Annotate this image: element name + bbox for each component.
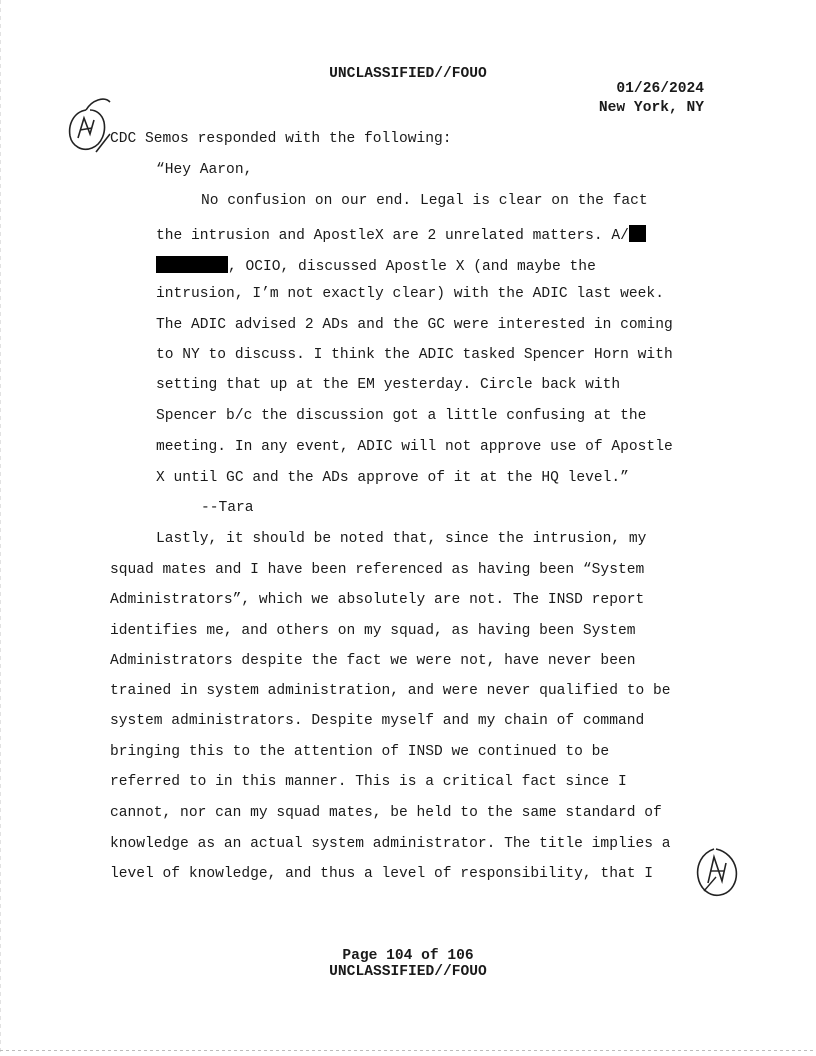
footer-classification: UNCLASSIFIED//FOUO (329, 964, 487, 980)
quote-line: Spencer b/c the discussion got a little confusing at the (156, 408, 647, 424)
quote-line: to NY to discuss. I think the ADIC tasked Spencer Horn with (156, 347, 673, 363)
paragraph-line: trained in system administration, and were never qualified to be (110, 683, 671, 699)
quote-line (156, 225, 646, 244)
quote-line: meeting. In any event, ADIC will not approve use of Apostle (156, 439, 673, 455)
header-classification: UNCLASSIFIED//FOUO (329, 66, 487, 82)
paragraph-line: knowledge as an actual system administrator. The title implies a (110, 836, 671, 852)
paragraph-line: squad mates and I have been referenced as having been “System (110, 562, 645, 578)
handwritten-initials-mark (64, 94, 116, 158)
quote-line: The ADIC advised 2 ADs and the GC were interested in coming (156, 317, 673, 333)
paragraph-line: referred to in this manner. This is a critical fact since I (110, 774, 627, 790)
quote-line-text: , OCIO, discussed Apostle X (and maybe the (228, 259, 596, 275)
paragraph-line: Administrators despite the fact we were not, have never been (110, 653, 636, 669)
quote-signature: --Tara (201, 500, 254, 516)
paragraph-line: bringing this to the attention of INSD we continued to be (110, 744, 610, 760)
paragraph-line: level of knowledge, and thus a level of responsibility, that I (110, 866, 653, 882)
redaction-block (156, 256, 228, 273)
quote-line: intrusion, I’m not exactly clear) with the ADIC last week. (156, 286, 664, 302)
quote-line (156, 256, 596, 275)
paragraph-line: Lastly, it should be noted that, since the intrusion, my (156, 531, 647, 547)
quote-greeting: “Hey Aaron, (156, 162, 253, 178)
footer-page-number: Page 104 of 106 (342, 948, 474, 964)
scan-edge (0, 0, 1, 1056)
header-date: 01/26/2024 (616, 81, 704, 97)
paragraph-line: system administrators. Despite myself and my chain of command (110, 713, 645, 729)
quote-line-text: the intrusion and ApostleX are 2 unrelated matters. A/ (156, 228, 629, 244)
intro-line: CDC Semos responded with the following: (110, 131, 452, 147)
quote-line: setting that up at the EM yesterday. Circle back with (156, 377, 621, 393)
paragraph-line: Administrators”, which we absolutely are not. The INSD report (110, 592, 645, 608)
quote-line: No confusion on our end. Legal is clear on the fact (201, 193, 648, 209)
paragraph-line: cannot, nor can my squad mates, be held to the same standard of (110, 805, 662, 821)
scan-bottom-edge (0, 1050, 816, 1051)
header-location: New York, NY (598, 100, 704, 116)
handwritten-initials-mark (692, 843, 742, 903)
paragraph-line: identifies me, and others on my squad, as having been System (110, 623, 636, 639)
redaction-block (629, 225, 646, 242)
quote-line: X until GC and the ADs approve of it at the HQ level.” (156, 470, 629, 486)
